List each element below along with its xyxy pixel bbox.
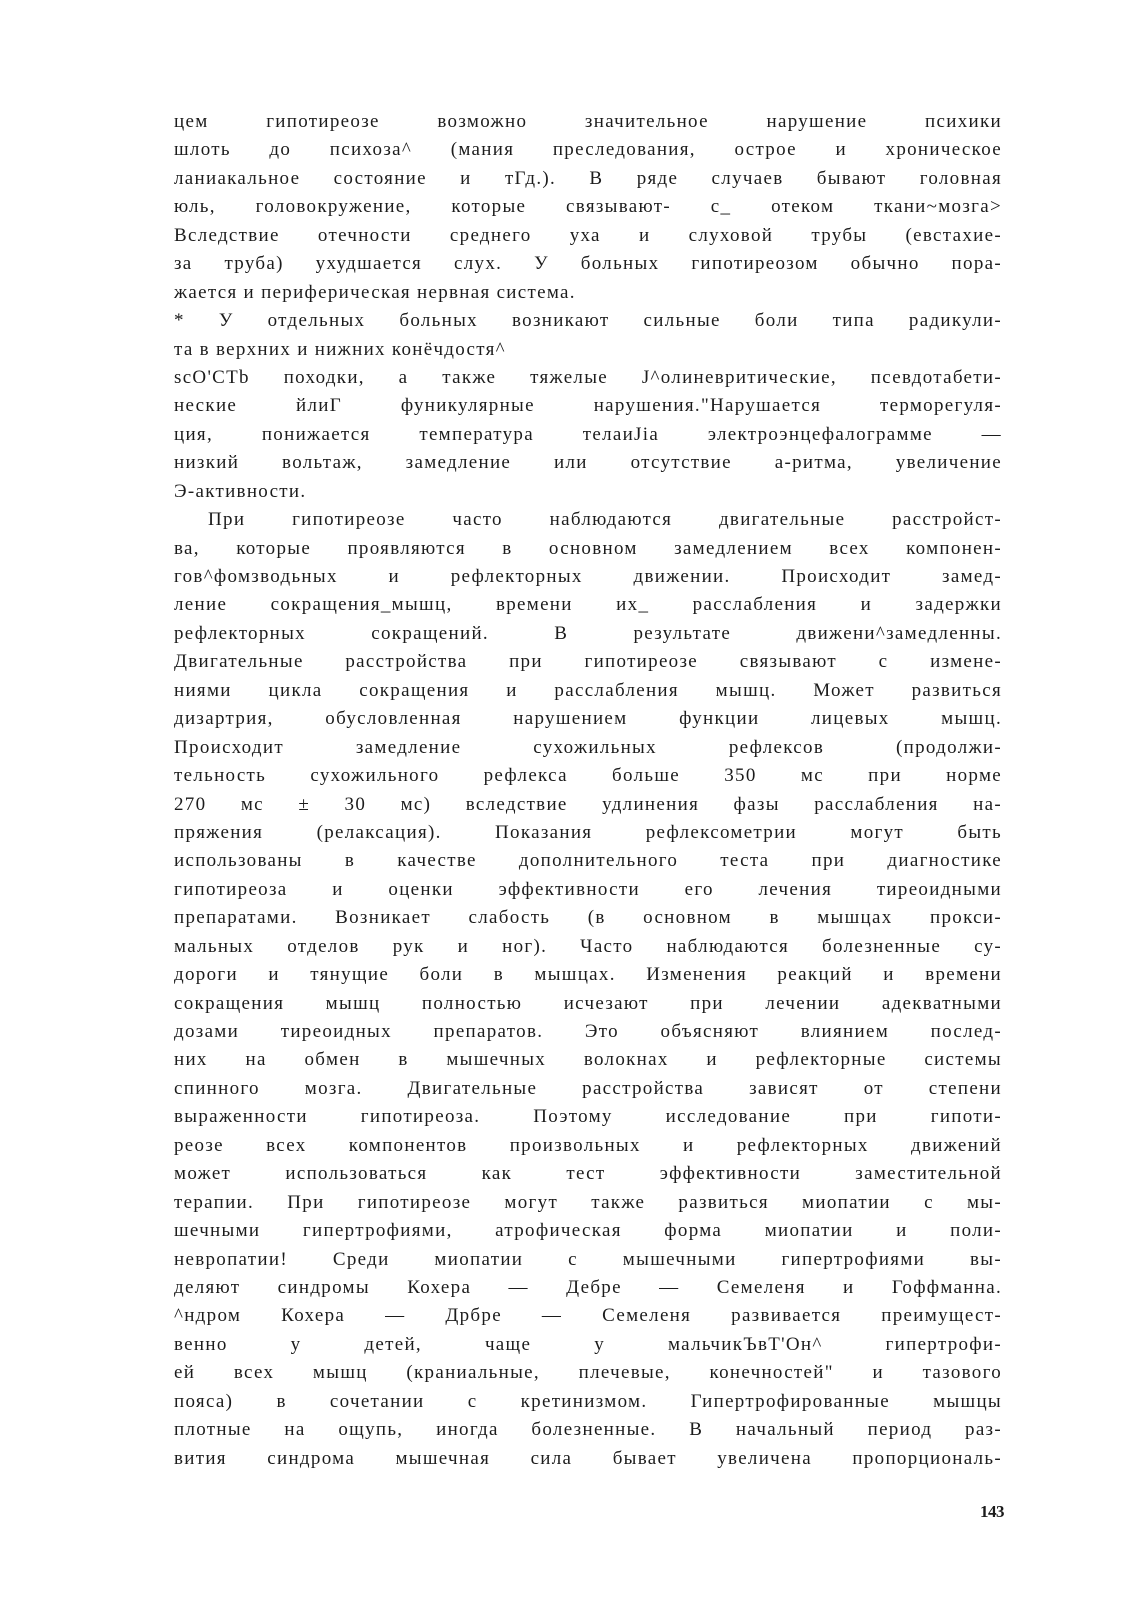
text-line: реозе всех компонентов произвольных и рефлекторных движений bbox=[174, 1134, 1002, 1156]
text-line: мальных отделов рук и ног). Часто наблюдаются болезненные су- bbox=[174, 935, 1002, 957]
text-line: * У отдельных больных возникают сильные боли типа радикули- bbox=[174, 310, 1002, 332]
text-line: вития синдрома мышечная сила бывает увеличена пропорциональ- bbox=[174, 1447, 1002, 1469]
text-line: Э-активности. bbox=[174, 480, 307, 502]
text-line: рефлекторных сокращений. В результате движени^замедленны. bbox=[174, 622, 1002, 644]
text-line: плотные на ощупь, иногда болезненные. В начальный период раз- bbox=[174, 1419, 1002, 1441]
text-line: шечными гипертрофиями, атрофическая форма миопатии и поли- bbox=[174, 1220, 1002, 1242]
text-line: сокращения мышц полностью исчезают при лечении адекватными bbox=[174, 992, 1002, 1014]
text-line: тельность сухожильного рефлекса больше 350 мс при норме bbox=[174, 765, 1002, 787]
text-line: жается и периферическая нервная система. bbox=[174, 281, 576, 303]
text-line: цем гипотиреозе возможно значительное нарушение психики bbox=[174, 111, 1002, 132]
text-line: та в верхних и нижних конёчдостя^ bbox=[174, 338, 506, 360]
body-text bbox=[174, 108, 1002, 1473]
text-line: неские йлиГ фуникулярные нарушения."Нарушается терморегуля- bbox=[174, 395, 1002, 417]
text-line: Двигательные расстройства при гипотиреозе связывают с измене- bbox=[174, 651, 1002, 673]
text-line: ^ндром Кохера — Дрбре — Семеленя развивается преимущест- bbox=[174, 1305, 1002, 1327]
text-line: ва, которые проявляются в основном замедлением всех компонен- bbox=[174, 537, 1002, 559]
text-line: дозами тиреоидных препаратов. Это объясняют влиянием послед- bbox=[174, 1021, 1002, 1042]
text-line: за труба) ухудшается слух. У больных гипотиреозом обычно пора- bbox=[174, 253, 1002, 275]
text-line: терапии. При гипотиреозе могут также развиться миопатии с мы- bbox=[174, 1191, 1002, 1213]
text-line: ланиакальное состояние и тГд.). В ряде случаев бывают головная bbox=[174, 167, 1002, 189]
text-line: препаратами. Возникает слабость (в основном в мышцах прокси- bbox=[174, 907, 1002, 929]
text-line: ция, понижается температура телаиJia электроэнцефалограмме — bbox=[174, 423, 1002, 445]
text-line: спинного мозга. Двигательные расстройства зависят от степени bbox=[174, 1077, 1002, 1099]
text-line: шлоть до психоза^ (мания преследования, острое и хроническое bbox=[174, 139, 1002, 161]
text-line: ление сокращения_мышц, времени их_ расслабления и задержки bbox=[174, 594, 1002, 616]
text-line: ниями цикла сокращения и расслабления мышц. Может развиться bbox=[174, 679, 1002, 701]
text-line: выраженности гипотиреоза. Поэтому исследование при гипоти- bbox=[174, 1106, 1002, 1128]
text-line: 270 мс ± 30 мс) вследствие удлинения фазы расслабления на- bbox=[174, 793, 1002, 815]
text-line: низкий вольтаж, замедление или отсутствие а-ритма, увеличение bbox=[174, 452, 1002, 474]
page-number: 143 bbox=[980, 1502, 1004, 1521]
text-line: использованы в качестве дополнительного теста при диагностике bbox=[174, 850, 1002, 872]
text-line: юль, головокружение, которые связывают- с_ отеком ткани~мозга> bbox=[174, 196, 1002, 218]
text-line: гипотиреоза и оценки эффективности его лечения тиреоидными bbox=[174, 878, 1002, 900]
text-line: невропатии! Среди миопатии с мышечными гипертрофиями вы- bbox=[174, 1248, 1002, 1270]
text-line: ей всех мышц (краниальные, плечевые, конечностей" и тазового bbox=[174, 1362, 1002, 1384]
text-line: может использоваться как тест эффективности заместительной bbox=[174, 1163, 1002, 1185]
text-line: Вследствие отечности среднего уха и слуховой трубы (евстахие- bbox=[174, 224, 1002, 246]
text-line: пояса) в сочетании с кретинизмом. Гипертрофированные мышцы bbox=[174, 1390, 1002, 1412]
text-line: них на обмен в мышечных волокнах и рефлекторные системы bbox=[174, 1049, 1002, 1071]
text-line: Происходит замедление сухожильных рефлексов (продолжи- bbox=[174, 736, 1002, 758]
text-line: пряжения (релаксация). Показания рефлексометрии могут быть bbox=[174, 821, 1002, 843]
text-line: гов^фомзводьных и рефлекторных движении. Происходит замед- bbox=[174, 566, 1002, 587]
text-line: scO'CTb походки, а также тяжелые J^олиневритические, псевдотабети- bbox=[174, 366, 1002, 388]
text-line: дизартрия, обусловленная нарушением функции лицевых мышц. bbox=[174, 708, 1002, 730]
text-line: венно у детей, чаще у мальчикЪвТ'Он^ гипертрофи- bbox=[174, 1333, 1002, 1355]
text-line: При гипотиреозе часто наблюдаются двигательные расстройст- bbox=[208, 509, 1002, 531]
text-line: деляют синдромы Кохера — Дебре — Семеленя и Гоффманна. bbox=[174, 1276, 1002, 1298]
text-line: дороги и тянущие боли в мышцах. Изменения реакций и времени bbox=[174, 964, 1002, 986]
